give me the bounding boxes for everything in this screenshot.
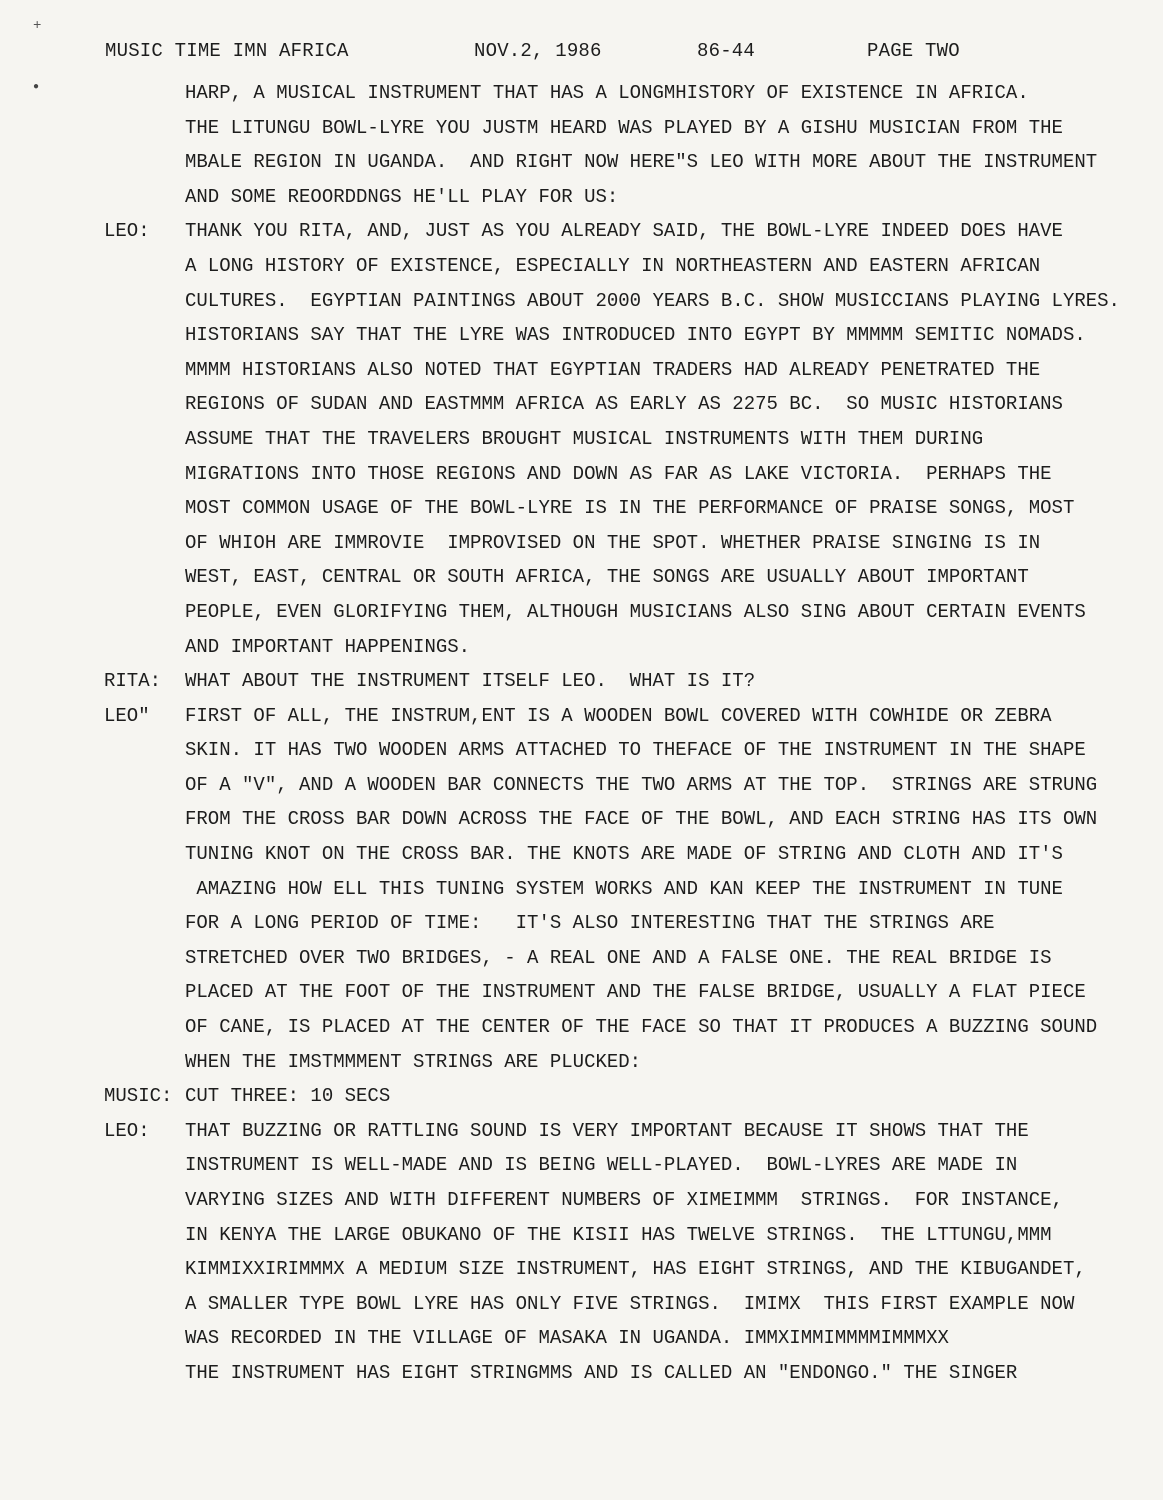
line-text: CUT THREE: 10 SECS [185,1085,391,1108]
speaker-label: LEO" [104,704,150,727]
line-text: A SMALLER TYPE BOWL LYRE HAS ONLY FIVE STRINGS. IMIMX THIS FIRST EXAMPLE NOW [185,1292,1075,1315]
script-line [0,422,1163,457]
script-line [0,353,1163,388]
header-title: MUSIC TIME IMN AFRICA [105,40,349,62]
line-text: WEST, EAST, CENTRAL OR SOUTH AFRICA, THE SONGS ARE USUALLY ABOUT IMPORTANT [185,566,1029,589]
script-line [0,837,1163,872]
line-text: AMAZING HOW ELL THIS TUNING SYSTEM WORKS AND KAN KEEP THE INSTRUMENT IN TUNE [185,877,1063,900]
line-text: WHEN THE IMSTMMMENT STRINGS ARE PLUCKED: [185,1050,642,1073]
line-text: REGIONS OF SUDAN AND EASTMMM AFRICA AS EARLY AS 2275 BC. SO MUSIC HISTORIANS [185,393,1063,416]
script-line [0,1079,1163,1114]
script-line [0,249,1163,284]
line-text: CULTURES. EGYPTIAN PAINTINGS ABOUT 2000 YEARS B.C. SHOW MUSICCIANS PLAYING LYRES. [185,289,1120,312]
line-text: PEOPLE, EVEN GLORIFYING THEM, ALTHOUGH MUSICIANS ALSO SING ABOUT CERTAIN EVENTS [185,600,1086,623]
line-text: MIGRATIONS INTO THOSE REGIONS AND DOWN AS FAR AS LAKE VICTORIA. PERHAPS THE [185,462,1052,485]
script-line [0,1148,1163,1183]
script-line [0,1045,1163,1080]
line-text: MOST COMMON USAGE OF THE BOWL-LYRE IS IN THE PERFORMANCE OF PRAISE SONGS, MOST [185,497,1075,520]
line-text: VARYING SIZES AND WITH DIFFERENT NUMBERS OF XIMEIMMM STRINGS. FOR INSTANCE, [185,1189,1063,1211]
script-line [0,1183,1163,1218]
line-text: THANK YOU RITA, AND, JUST AS YOU ALREADY SAID, THE BOWL-LYRE INDEED DOES HAVE [185,220,1063,243]
speaker-label: RITA: [104,670,162,693]
script-line [0,872,1163,907]
line-text: THE LITUNGU BOWL-LYRE YOU JUSTM HEARD WAS PLAYED BY A GISHU MUSICIAN FROM THE [185,116,1063,139]
page-header [0,40,1163,70]
script-line [0,457,1163,492]
line-text: THAT BUZZING OR RATTLING SOUND IS VERY IMPORTANT BECAUSE IT SHOWS THAT THE [185,1119,1029,1142]
script-line [0,1287,1163,1322]
line-text: WHAT ABOUT THE INSTRUMENT ITSELF LEO. WHAT IS IT? [185,670,756,693]
line-text: WAS RECORDED IN THE VILLAGE OF MASAKA IN UGANDA. IMMXIMMIMMMMIMMMXX [185,1327,949,1350]
line-text: FOR A LONG PERIOD OF TIME: IT'S ALSO INTERESTING THAT THE STRINGS ARE [185,912,995,935]
script-line [0,526,1163,561]
line-text: OF CANE, IS PLACED AT THE CENTER OF THE FACE SO THAT IT PRODUCES A BUZZING SOUND [185,1016,1098,1039]
script-line [0,145,1163,180]
header-page-number: PAGE TWO [867,40,960,62]
speaker-label: LEO: [104,220,150,243]
script-line [0,630,1163,665]
script-body [0,76,1163,1391]
line-text: THE INSTRUMENT HAS EIGHT STRINGMMS AND IS CALLED AN "ENDONGO." THE SINGER [185,1361,1018,1384]
script-line [0,560,1163,595]
script-line [0,664,1163,699]
line-text: TUNING KNOT ON THE CROSS BAR. THE KNOTS ARE MADE OF STRING AND CLOTH AND IT'S [185,843,1063,866]
line-text: MBALE REGION IN UGANDA. AND RIGHT NOW HERE"S LEO WITH MORE ABOUT THE INSTRUMENT [185,151,1098,174]
line-text: AND SOME REOORDDNGS HE'LL PLAY FOR US: [185,185,619,208]
script-line [0,1321,1163,1356]
script-line [0,906,1163,941]
script-line [0,1252,1163,1287]
script-line [0,318,1163,353]
header-code: 86-44 [697,40,756,62]
script-line [0,214,1163,249]
script-line [0,733,1163,768]
script-line [0,1010,1163,1045]
script-line [0,180,1163,215]
margin-dot: ● [33,82,40,93]
line-text: FROM THE CROSS BAR DOWN ACROSS THE FACE OF THE BOWL, AND EACH STRING HAS ITS OWN [185,808,1098,831]
script-line [0,1114,1163,1149]
line-text: IN KENYA THE LARGE OBUKANO OF THE KISII HAS TWELVE STRINGS. THE LTTUNGU,MMM [185,1223,1052,1246]
line-text: ASSUME THAT THE TRAVELERS BROUGHT MUSICAL INSTRUMENTS WITH THEM DURING [185,427,984,450]
line-text: PLACED AT THE FOOT OF THE INSTRUMENT AND THE FALSE BRIDGE, USUALLY A FLAT PIECE [185,981,1086,1004]
line-text: OF A "V", AND A WOODEN BAR CONNECTS THE TWO ARMS AT THE TOP. STRINGS ARE STRUNG [185,773,1098,796]
header-date: NOV.2, 1986 [474,40,602,62]
line-text: FIRST OF ALL, THE INSTRUM,ENT IS A WOODEN BOWL COVERED WITH COWHIDE OR ZEBRA [185,704,1052,727]
script-line [0,387,1163,422]
script-line [0,975,1163,1010]
line-text: INSTRUMENT IS WELL-MADE AND IS BEING WELL-PLAYED. BOWL-LYRES ARE MADE IN [185,1154,1018,1177]
script-line [0,768,1163,803]
speaker-label: LEO: [104,1119,150,1142]
script-line [0,941,1163,976]
line-text: OF WHIOH ARE IMMROVIE IMPROVISED ON THE SPOT. WHETHER PRAISE SINGING IS IN [185,531,1041,554]
line-text: HARP, A MUSICAL INSTRUMENT THAT HAS A LONGMHISTORY OF EXISTENCE IN AFRICA. [185,82,1029,104]
script-line [0,1218,1163,1253]
script-line [0,595,1163,630]
line-text: KIMMIXXIRIMMMX A MEDIUM SIZE INSTRUMENT, HAS EIGHT STRINGS, AND THE KIBUGANDET, [185,1258,1086,1281]
script-line [0,1356,1163,1391]
script-line [0,76,1163,111]
line-text: STRETCHED OVER TWO BRIDGES, - A REAL ONE AND A FALSE ONE. THE REAL BRIDGE IS [185,946,1052,969]
corner-mark: + [33,18,42,34]
speaker-label: MUSIC: [104,1085,173,1108]
line-text: MMMM HISTORIANS ALSO NOTED THAT EGYPTIAN TRADERS HAD ALREADY PENETRATED THE [185,358,1041,381]
script-line [0,699,1163,734]
script-line [0,111,1163,146]
script-line [0,491,1163,526]
script-line [0,284,1163,319]
script-line [0,802,1163,837]
line-text: SKIN. IT HAS TWO WOODEN ARMS ATTACHED TO THEFACE OF THE INSTRUMENT IN THE SHAPE [185,739,1086,762]
line-text: AND IMPORTANT HAPPENINGS. [185,635,471,658]
line-text: A LONG HISTORY OF EXISTENCE, ESPECIALLY IN NORTHEASTERN AND EASTERN AFRICAN [185,254,1041,277]
line-text: HISTORIANS SAY THAT THE LYRE WAS INTRODUCED INTO EGYPT BY MMMMM SEMITIC NOMADS. [185,324,1086,347]
